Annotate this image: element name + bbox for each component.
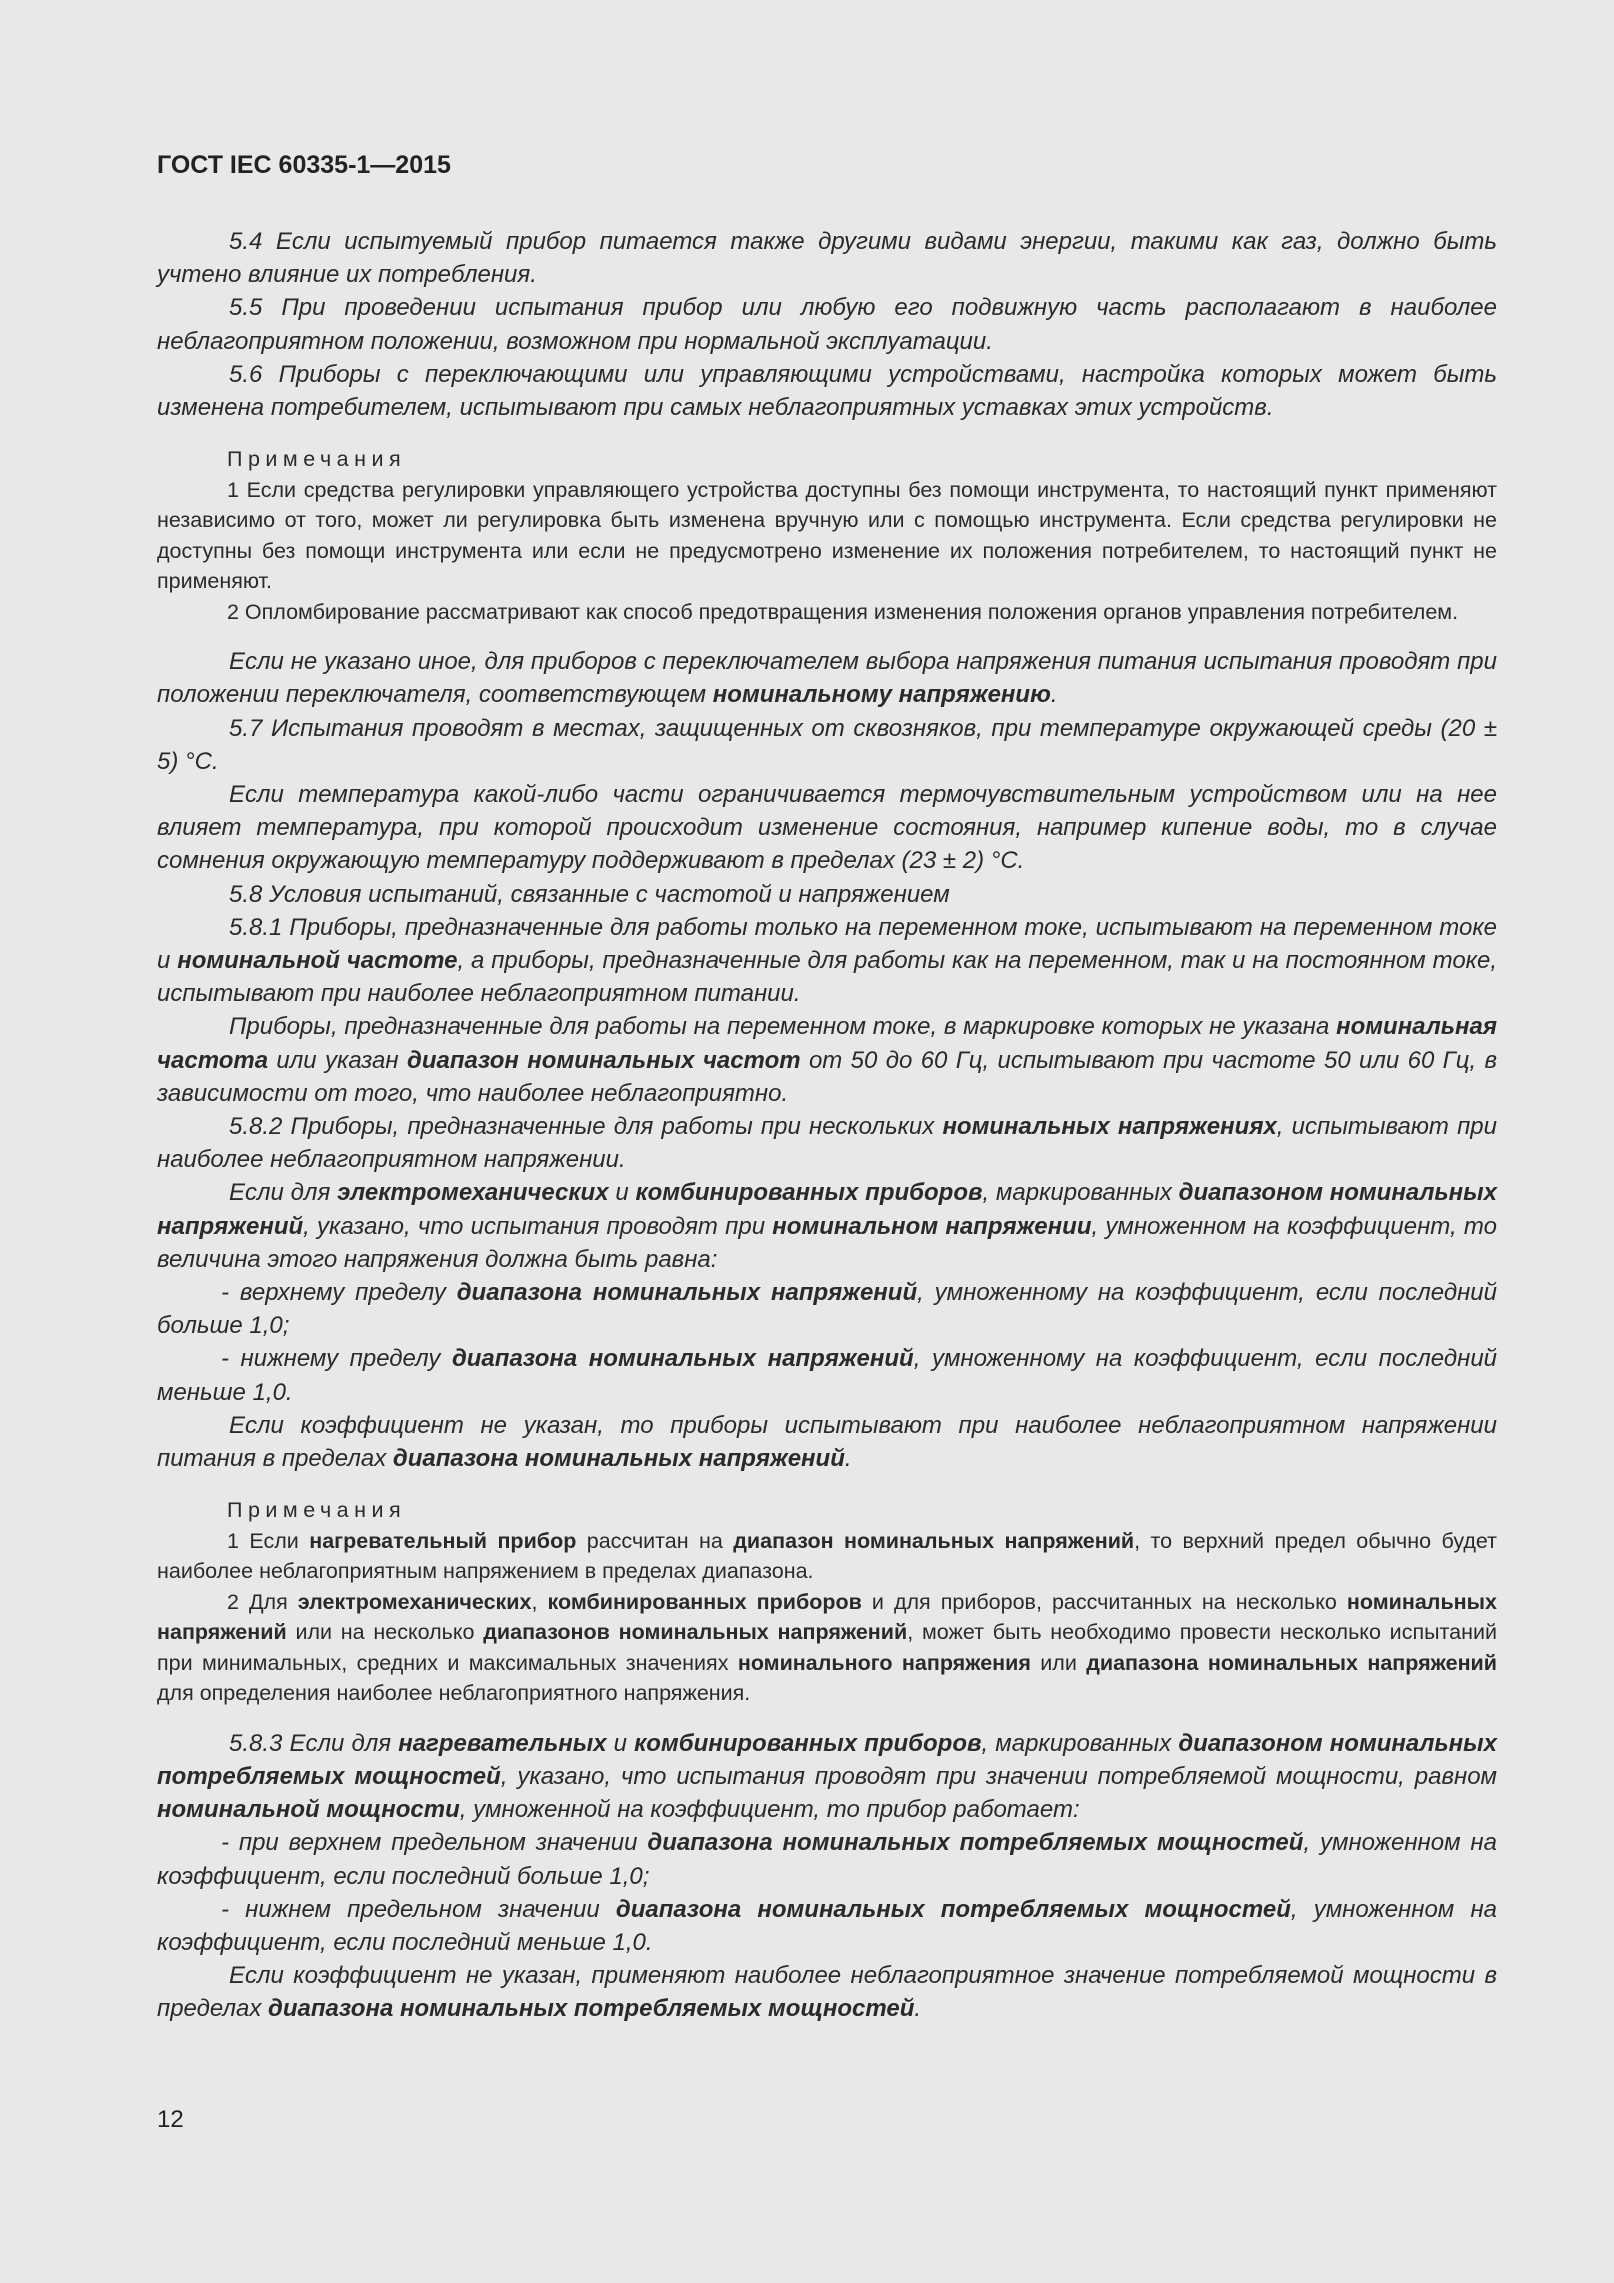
clause-5-7: 5.7 Испытания проводят в местах, защищенных от сквозняков, при температуре окружающей среды (20 ± 5) °С.: [157, 714, 1497, 775]
bullet-power-lower: - нижнем предельном значении диапазона номинальных потребляемых мощностей, умноженном на коэффициент, если последний меньше 1,0.: [157, 1895, 1497, 1957]
bullet-lower-limit: - нижнему пределу диапазона номинальных напряжений, умноженному на коэффициент, если последний меньше 1,0.: [157, 1345, 1498, 1406]
clause-5-8: 5.8 Условия испытаний, связанные с частотой и напряжением: [229, 880, 950, 908]
page-number: 12: [157, 2106, 184, 2133]
notes-block-2: [157, 1495, 1497, 1709]
notes-title: Примечания: [227, 1498, 407, 1523]
notes-title: Примечания: [227, 447, 407, 472]
electromechanical-paragraph: Если для электромеханических и комбинированных приборов, маркированных диапазоном номинальных напряжений, указано, что испытания проводят при номинальном напряжении, умноженном на коэффициент, то величина этого напряжения должна быть равна:: [157, 1179, 1497, 1273]
note-2: 2 Для электромеханических, комбинированных приборов и для приборов, рассчитанных на несколько номинальных напряжений или на несколько диапазонов номинальных напряжений, может быть необходимо провести несколько испытаний при минимальных, средних и максимальных значениях номинального напряжения или диапазона номинальных напряжений для определения наиболее неблагоприятного напряжения.: [157, 1589, 1497, 1706]
temperature-paragraph: Если температура какой-либо части ограничивается термочувствительным устройством или на нее влияет температура, при которой происходит изменение состояния, например кипение воды, то в случае сомнения окружающую температуру поддерживают в пределах (23 ± 2) °С.: [157, 781, 1497, 875]
bullet-upper-limit: - верхнему пределу диапазона номинальных напряжений, умноженному на коэффициент, если последний больше 1,0;: [157, 1279, 1497, 1340]
bullet-power-upper: - при верхнем предельном значении диапазона номинальных потребляемых мощностей, умноженном на коэффициент, если последний больше 1,0;: [157, 1829, 1497, 1890]
clause-5-4: 5.4 Если испытуемый прибор питается также другими видами энергии, такими как газ, должно быть учтено влияние их потребления.: [157, 228, 1497, 289]
document-body: [157, 225, 1497, 2026]
clause-5-8-1: 5.8.1 Приборы, предназначенные для работы только на переменном токе, испытывают на переменном токе и номинальной частоте, а приборы, предназначенные для работы как на переменном, так и на постоянном токе, испытывают при наиболее неблагоприятном питании.: [157, 913, 1498, 1008]
note-2: 2 Опломбирование рассматривают как способ предотвращения изменения положения органов управления потребителем.: [227, 599, 1459, 624]
notes-block-1: [157, 444, 1497, 627]
note-1: 1 Если средства регулировки управляющего устройства доступны без помощи инструмента, то настоящий пункт применяют независимо от того, может ли регулировка быть изменена вручную или с помощью инструмента. Если средства регулировки не доступны без помощи инструмента или если не предусмотрено изменение их положения потребителем, то настоящий пункт не применяют.: [157, 477, 1497, 594]
frequency-paragraph: Приборы, предназначенные для работы на переменном токе, в маркировке которых не указана номинальная частота или указан диапазон номинальных частот от 50 до 60 Гц, испытывают при частоте 50 или 60 Гц, в зависимости от того, что наиболее неблагоприятно.: [157, 1013, 1498, 1107]
clause-5-5: 5.5 При проведении испытания прибор или любую его подвижную часть располагают в наиболее неблагоприятном положении, возможном при нормальной эксплуатации.: [157, 294, 1497, 355]
voltage-selector-paragraph: Если не указано иное, для приборов с переключателем выбора напряжения питания испытания проводят при положении переключателя, соответствующем номинальному напряжению.: [157, 648, 1497, 709]
note-1: 1 Если нагревательный прибор рассчитан на диапазон номинальных напряжений, то верхний предел обычно будет наиболее неблагоприятным напряжением в пределах диапазона.: [157, 1528, 1497, 1584]
document-header: ГОСТ IEC 60335-1—2015: [157, 151, 451, 179]
no-coefficient-paragraph: Если коэффициент не указан, то приборы испытывают при наиболее неблагоприятном напряжении питания в пределах диапазона номинальных напряжений.: [157, 1411, 1497, 1473]
clause-5-8-3: 5.8.3 Если для нагревательных и комбинированных приборов, маркированных диапазоном номинальных потребляемых мощностей, указано, что испытания проводят при значении потребляемой мощности, равном номинальной мощности, умноженной на коэффициент, то прибор работает:: [157, 1729, 1498, 1824]
clause-5-6: 5.6 Приборы с переключающими или управляющими устройствами, настройка которых может быть изменена потребителем, испытывают при самых неблагоприятных уставках этих устройств.: [157, 360, 1497, 422]
clause-5-8-2: 5.8.2 Приборы, предназначенные для работы при нескольких номинальных напряжениях, испытывают при наиболее неблагоприятном напряжении.: [157, 1113, 1497, 1174]
power-no-coefficient-paragraph: Если коэффициент не указан, применяют наиболее неблагоприятное значение потребляемой мощности в пределах диапазона номинальных потребляемых мощностей.: [157, 1962, 1497, 2023]
